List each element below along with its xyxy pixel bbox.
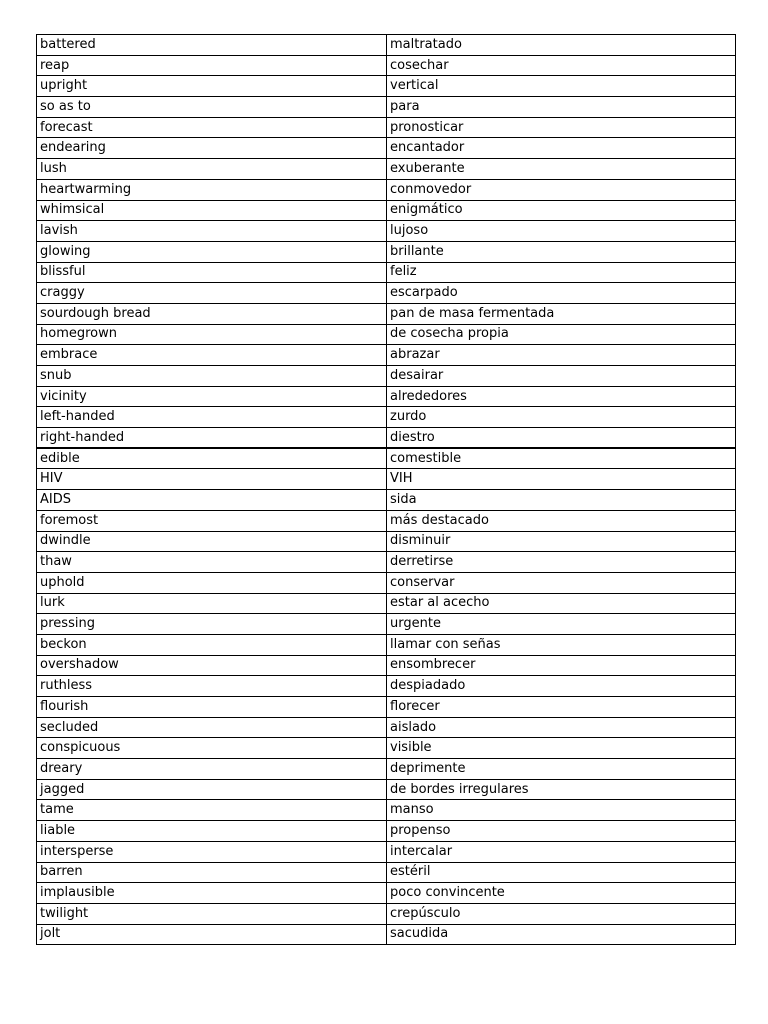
english-term-cell: left-handed <box>37 407 387 428</box>
spanish-translation-cell: aislado <box>387 717 736 738</box>
english-term-cell: right-handed <box>37 428 387 449</box>
spanish-translation-cell: VIH <box>387 469 736 490</box>
table-row <box>37 614 736 635</box>
table-row <box>37 324 736 345</box>
spanish-translation-cell: visible <box>387 738 736 759</box>
table-row <box>37 759 736 780</box>
english-term-cell: sourdough bread <box>37 303 387 324</box>
spanish-translation-cell: desairar <box>387 366 736 387</box>
table-row <box>37 531 736 552</box>
table-row <box>37 221 736 242</box>
spanish-translation-cell: derretirse <box>387 552 736 573</box>
table-row <box>37 241 736 262</box>
english-term-cell: blissful <box>37 262 387 283</box>
spanish-translation-cell: conmovedor <box>387 179 736 200</box>
spanish-translation-cell: maltratado <box>387 35 736 56</box>
table-row <box>37 821 736 842</box>
english-term-cell: uphold <box>37 572 387 593</box>
spanish-translation-cell: para <box>387 97 736 118</box>
table-row <box>37 490 736 511</box>
english-term-cell: liable <box>37 821 387 842</box>
table-row <box>37 117 736 138</box>
table-row <box>37 35 736 56</box>
table-row <box>37 97 736 118</box>
english-term-cell: whimsical <box>37 200 387 221</box>
english-term-cell: thaw <box>37 552 387 573</box>
english-term-cell: implausible <box>37 883 387 904</box>
english-term-cell: tame <box>37 800 387 821</box>
spanish-translation-cell: de bordes irregulares <box>387 779 736 800</box>
spanish-translation-cell: estar al acecho <box>387 593 736 614</box>
english-term-cell: lavish <box>37 221 387 242</box>
english-term-cell: jagged <box>37 779 387 800</box>
spanish-translation-cell: pronosticar <box>387 117 736 138</box>
table-row <box>37 552 736 573</box>
table-row <box>37 200 736 221</box>
spanish-translation-cell: escarpado <box>387 283 736 304</box>
spanish-translation-cell: feliz <box>387 262 736 283</box>
table-row <box>37 655 736 676</box>
spanish-translation-cell: exuberante <box>387 159 736 180</box>
table-row <box>37 924 736 945</box>
spanish-translation-cell: urgente <box>387 614 736 635</box>
spanish-translation-cell: florecer <box>387 697 736 718</box>
table-row <box>37 697 736 718</box>
table-row <box>37 262 736 283</box>
table-row <box>37 159 736 180</box>
english-term-cell: overshadow <box>37 655 387 676</box>
english-term-cell: endearing <box>37 138 387 159</box>
table-row <box>37 303 736 324</box>
spanish-translation-cell: crepúsculo <box>387 903 736 924</box>
spanish-translation-cell: encantador <box>387 138 736 159</box>
english-term-cell: barren <box>37 862 387 883</box>
english-term-cell: flourish <box>37 697 387 718</box>
english-term-cell: AIDS <box>37 490 387 511</box>
english-term-cell: battered <box>37 35 387 56</box>
table-row <box>37 676 736 697</box>
table-row <box>37 800 736 821</box>
table-row <box>37 448 736 469</box>
spanish-translation-cell: disminuir <box>387 531 736 552</box>
spanish-translation-cell: deprimente <box>387 759 736 780</box>
vocabulary-table <box>36 34 736 945</box>
spanish-translation-cell: llamar con señas <box>387 634 736 655</box>
table-row <box>37 76 736 97</box>
english-term-cell: upright <box>37 76 387 97</box>
table-row <box>37 386 736 407</box>
spanish-translation-cell: lujoso <box>387 221 736 242</box>
english-term-cell: foremost <box>37 510 387 531</box>
table-row <box>37 138 736 159</box>
spanish-translation-cell: alrededores <box>387 386 736 407</box>
english-term-cell: forecast <box>37 117 387 138</box>
english-term-cell: vicinity <box>37 386 387 407</box>
spanish-translation-cell: estéril <box>387 862 736 883</box>
spanish-translation-cell: zurdo <box>387 407 736 428</box>
english-term-cell: snub <box>37 366 387 387</box>
table-row <box>37 469 736 490</box>
table-row <box>37 593 736 614</box>
english-term-cell: beckon <box>37 634 387 655</box>
spanish-translation-cell: más destacado <box>387 510 736 531</box>
table-row <box>37 345 736 366</box>
table-row <box>37 55 736 76</box>
spanish-translation-cell: despiadado <box>387 676 736 697</box>
english-term-cell: conspicuous <box>37 738 387 759</box>
english-term-cell: secluded <box>37 717 387 738</box>
table-row <box>37 634 736 655</box>
spanish-translation-cell: propenso <box>387 821 736 842</box>
english-term-cell: dwindle <box>37 531 387 552</box>
english-term-cell: intersperse <box>37 841 387 862</box>
vocabulary-table-body <box>37 35 736 945</box>
english-term-cell: jolt <box>37 924 387 945</box>
spanish-translation-cell: ensombrecer <box>387 655 736 676</box>
spanish-translation-cell: poco convincente <box>387 883 736 904</box>
spanish-translation-cell: enigmático <box>387 200 736 221</box>
spanish-translation-cell: vertical <box>387 76 736 97</box>
spanish-translation-cell: abrazar <box>387 345 736 366</box>
english-term-cell: reap <box>37 55 387 76</box>
spanish-translation-cell: diestro <box>387 428 736 449</box>
english-term-cell: ruthless <box>37 676 387 697</box>
english-term-cell: heartwarming <box>37 179 387 200</box>
spanish-translation-cell: sacudida <box>387 924 736 945</box>
table-row <box>37 428 736 449</box>
table-row <box>37 841 736 862</box>
table-row <box>37 366 736 387</box>
english-term-cell: homegrown <box>37 324 387 345</box>
english-term-cell: lurk <box>37 593 387 614</box>
spanish-translation-cell: de cosecha propia <box>387 324 736 345</box>
spanish-translation-cell: cosechar <box>387 55 736 76</box>
table-row <box>37 903 736 924</box>
table-row <box>37 883 736 904</box>
table-row <box>37 510 736 531</box>
table-row <box>37 179 736 200</box>
spanish-translation-cell: comestible <box>387 448 736 469</box>
table-row <box>37 862 736 883</box>
english-term-cell: edible <box>37 448 387 469</box>
table-row <box>37 779 736 800</box>
table-row <box>37 738 736 759</box>
spanish-translation-cell: pan de masa fermentada <box>387 303 736 324</box>
english-term-cell: embrace <box>37 345 387 366</box>
english-term-cell: dreary <box>37 759 387 780</box>
table-row <box>37 283 736 304</box>
spanish-translation-cell: brillante <box>387 241 736 262</box>
english-term-cell: pressing <box>37 614 387 635</box>
english-term-cell: twilight <box>37 903 387 924</box>
spanish-translation-cell: intercalar <box>387 841 736 862</box>
english-term-cell: lush <box>37 159 387 180</box>
table-row <box>37 717 736 738</box>
spanish-translation-cell: sida <box>387 490 736 511</box>
english-term-cell: glowing <box>37 241 387 262</box>
english-term-cell: craggy <box>37 283 387 304</box>
spanish-translation-cell: manso <box>387 800 736 821</box>
spanish-translation-cell: conservar <box>387 572 736 593</box>
english-term-cell: so as to <box>37 97 387 118</box>
table-row <box>37 572 736 593</box>
table-row <box>37 407 736 428</box>
english-term-cell: HIV <box>37 469 387 490</box>
